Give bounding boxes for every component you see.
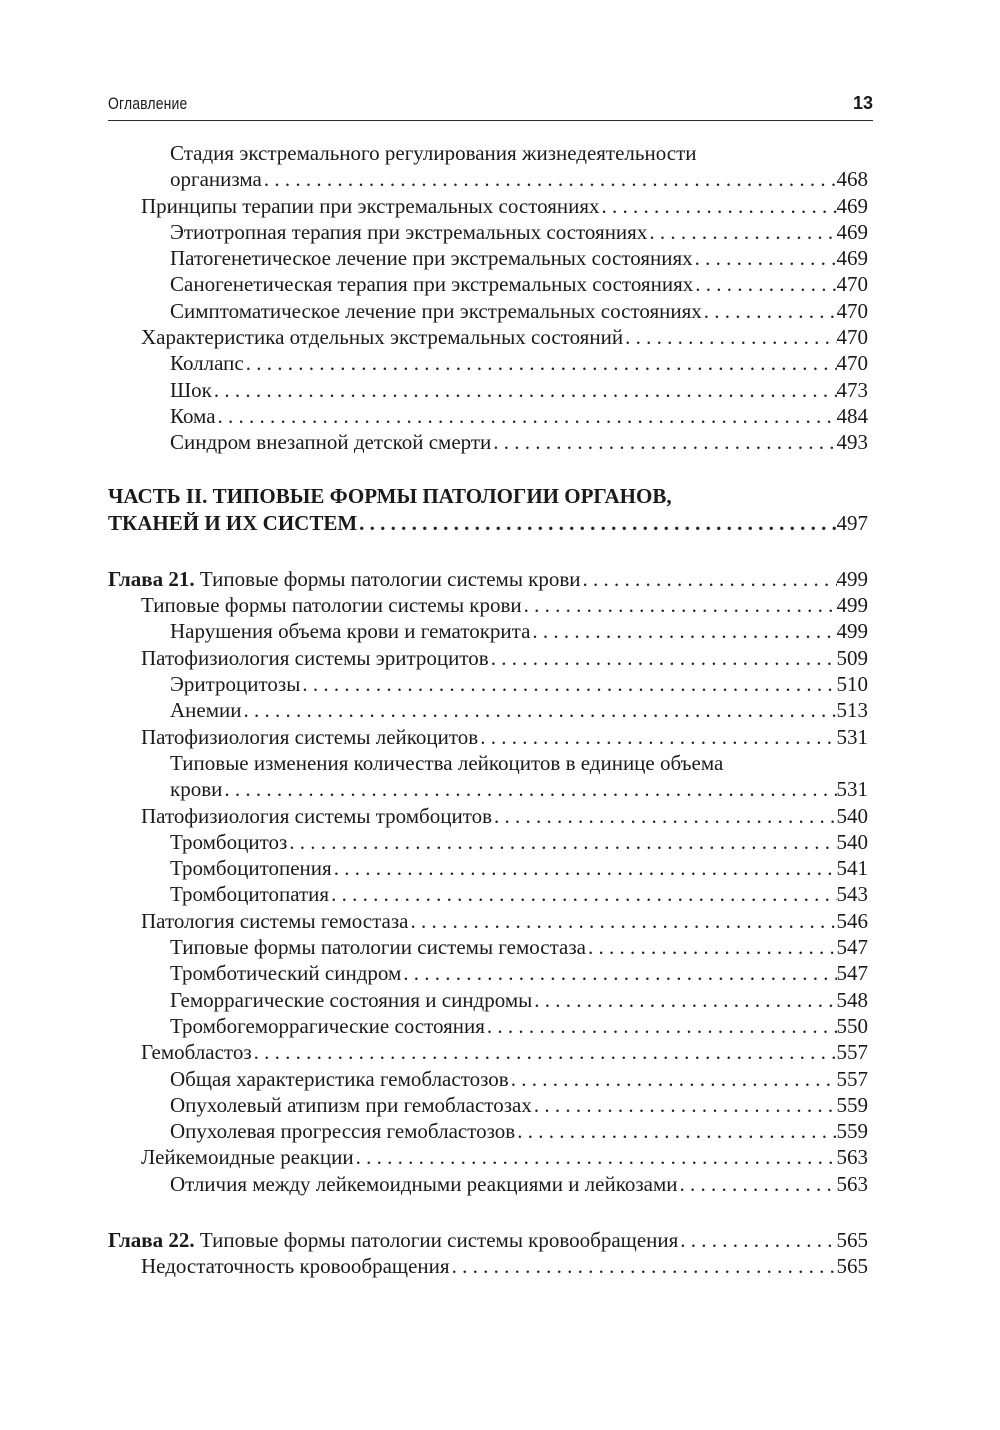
entry-page: 559: [836, 1092, 868, 1117]
toc-subsection: [108, 271, 868, 297]
toc-subsection: [108, 245, 868, 271]
leader-dots: [678, 1171, 837, 1197]
chapter-label: Глава 21.: [108, 566, 195, 591]
chapter-name: Типовые формы патологии системы кровообращения: [194, 1227, 679, 1252]
entry-title: Синдром внезапной детской смерти: [170, 430, 492, 455]
toc-subsection: [108, 1171, 868, 1197]
toc-subsection: [108, 671, 868, 697]
entry-title: ТКАНЕЙ И ИХ СИСТЕМ: [108, 510, 358, 535]
entry-title: Тромбоцитоз: [170, 829, 288, 854]
entry-title: Лейкемоидные реакции: [141, 1145, 354, 1170]
entry-page: 540: [836, 803, 868, 828]
toc-subsection: [108, 934, 868, 960]
entry-title: Симптоматическое лечение при экстремальных состояниях: [170, 298, 702, 323]
entry-page: 563: [836, 1171, 868, 1196]
toc-subsection: [108, 1092, 868, 1118]
entry-page: 547: [836, 961, 868, 986]
entry-page: 499: [836, 566, 868, 591]
entry-page: 484: [836, 403, 868, 428]
entry-title: Стадия экстремального регулирования жизнедеятельности: [170, 141, 697, 165]
entry-title: Опухолевая прогрессия гемобластозов: [170, 1119, 516, 1144]
entry-title: организма: [170, 167, 262, 192]
toc-entry-continuation: [108, 776, 868, 802]
leader-dots: [581, 566, 837, 592]
table-of-contents: [108, 140, 868, 1280]
toc-section: [108, 592, 868, 618]
toc-section: [108, 1253, 868, 1279]
entry-title: Коллапс: [170, 351, 244, 376]
entry-title: Эритроцитозы: [170, 672, 301, 697]
toc-section: [108, 803, 868, 829]
leader-dots: [222, 776, 836, 802]
toc-section: [108, 324, 868, 350]
entry-page: 469: [836, 246, 868, 271]
leader-dots: [450, 1253, 837, 1279]
leader-dots: [623, 324, 836, 350]
entry-title: Типовые изменения количества лейкоцитов в единице объема: [170, 750, 724, 775]
part-heading: [108, 510, 868, 536]
spacer: [108, 536, 868, 566]
entry-page: 531: [836, 724, 868, 749]
leader-dots: [678, 1227, 836, 1253]
entry-page: 550: [836, 1013, 868, 1038]
leader-dots: [329, 881, 836, 907]
entry-page: 546: [836, 908, 868, 933]
toc-subsection: [108, 960, 868, 986]
leader-dots: [532, 987, 836, 1013]
entry-title: Тромботический синдром: [170, 961, 402, 986]
entry-title: Этиотропная терапия при экстремальных состояниях: [170, 219, 648, 244]
chapter-21-heading: [108, 566, 868, 592]
toc-entry-line: [108, 140, 868, 166]
chapter-label: Глава 22.: [108, 1227, 195, 1252]
toc-subsection: [108, 1013, 868, 1039]
leader-dots: [287, 829, 836, 855]
entry-title: Опухолевый атипизм при гемобластозах: [170, 1092, 532, 1117]
page-number: 13: [852, 93, 873, 113]
entry-page: 557: [836, 1066, 868, 1091]
entry-page: 565: [836, 1254, 868, 1279]
entry-title: Типовые формы патологии системы крови: [141, 593, 522, 618]
leader-dots: [530, 618, 836, 644]
leader-dots: [300, 671, 836, 697]
chapter-title: [108, 1227, 678, 1253]
entry-title: Патофизиология системы лейкоцитов: [141, 724, 479, 749]
toc-subsection: [108, 855, 868, 881]
leader-dots: [647, 219, 836, 245]
entry-page: 497: [836, 510, 868, 535]
leader-dots: [262, 166, 837, 192]
entry-page: 473: [836, 377, 868, 402]
entry-title: Типовые формы патологии системы гемостаза: [170, 935, 586, 960]
toc-subsection: [108, 403, 868, 429]
toc-subsection: [108, 697, 868, 723]
entry-page: 543: [836, 882, 868, 907]
entry-title: Саногенетическая терапия при экстремальных состояниях: [170, 272, 694, 297]
leader-dots: [332, 855, 837, 881]
entry-page: 493: [836, 430, 868, 455]
entry-title: Нарушения объема крови и гематокрита: [170, 619, 531, 644]
leader-dots: [244, 350, 837, 376]
leader-dots: [586, 934, 837, 960]
leader-dots: [702, 298, 837, 324]
entry-page: 468: [836, 167, 868, 192]
leader-dots: [532, 1092, 837, 1118]
entry-title: Недостаточность кровообращения: [141, 1254, 450, 1279]
entry-title: Патофизиология системы эритроцитов: [141, 645, 489, 670]
leader-dots: [252, 1039, 837, 1065]
toc-section: [108, 1144, 868, 1170]
entry-title: Шок: [170, 377, 212, 402]
entry-title: Тромбоцитопения: [170, 856, 332, 881]
entry-page: 470: [836, 351, 868, 376]
toc-subsection: [108, 881, 868, 907]
leader-dots: [515, 1118, 836, 1144]
entry-title: Анемии: [170, 698, 242, 723]
leader-dots: [216, 403, 837, 429]
entry-page: 470: [836, 298, 868, 323]
toc-entry-continuation: [108, 166, 868, 192]
leader-dots: [509, 1066, 837, 1092]
entry-page: 499: [836, 619, 868, 644]
entry-page: 469: [836, 193, 868, 218]
leader-dots: [693, 245, 837, 271]
toc-subsection: [108, 829, 868, 855]
entry-page: 499: [836, 593, 868, 618]
entry-page: 565: [836, 1227, 868, 1252]
entry-title: Общая характеристика гемобластозов: [170, 1066, 509, 1091]
toc-section: [108, 645, 868, 671]
toc-subsection: [108, 1118, 868, 1144]
entry-title: Тромбогеморрагические состояния: [170, 1013, 485, 1038]
toc-subsection: [108, 987, 868, 1013]
entry-title: Отличия между лейкемоидными реакциями и лейкозами: [170, 1171, 678, 1196]
entry-page: 469: [836, 219, 868, 244]
entry-page: 509: [836, 645, 868, 670]
leader-dots: [491, 429, 836, 455]
entry-page: 540: [836, 829, 868, 854]
entry-title: Тромбоцитопатия: [170, 882, 330, 907]
entry-title: Патология системы гемостаза: [141, 908, 409, 933]
leader-dots: [212, 377, 837, 403]
toc-subsection: [108, 377, 868, 403]
leader-dots: [478, 724, 836, 750]
leader-dots: [489, 645, 837, 671]
leader-dots: [492, 803, 836, 829]
toc-subsection: [108, 219, 868, 245]
leader-dots: [354, 1144, 837, 1170]
chapter-22-heading: [108, 1227, 868, 1253]
toc-section: [108, 724, 868, 750]
running-header: [108, 92, 873, 121]
toc-section: [108, 908, 868, 934]
leader-dots: [599, 193, 836, 219]
entry-title: Принципы терапии при экстремальных состояниях: [141, 193, 600, 218]
toc-subsection: [108, 1066, 868, 1092]
toc-subsection: [108, 350, 868, 376]
entry-title: крови: [170, 777, 223, 802]
toc-entry-line: [108, 750, 868, 776]
entry-title: Патофизиология системы тромбоцитов: [141, 803, 493, 828]
leader-dots: [522, 592, 837, 618]
entry-page: 541: [836, 856, 868, 881]
entry-page: 548: [836, 987, 868, 1012]
leader-dots: [401, 960, 836, 986]
toc-subsection: [108, 429, 868, 455]
leader-dots: [409, 908, 837, 934]
chapter-title: [108, 566, 581, 592]
entry-page: 547: [836, 935, 868, 960]
entry-title: Патогенетическое лечение при экстремальных состояниях: [170, 246, 693, 271]
leader-dots: [242, 697, 837, 723]
entry-title: Геморрагические состояния и синдромы: [170, 987, 533, 1012]
chapter-name: Типовые формы патологии системы крови: [194, 566, 581, 591]
entry-page: 531: [836, 777, 868, 802]
leader-dots: [485, 1013, 837, 1039]
entry-title: Характеристика отдельных экстремальных состояний: [141, 325, 624, 350]
entry-page: 513: [836, 698, 868, 723]
entry-title: Гемобластоз: [141, 1040, 252, 1065]
entry-page: 470: [836, 325, 868, 350]
leader-dots: [693, 271, 836, 297]
entry-page: 470: [836, 272, 868, 297]
entry-page: 557: [836, 1040, 868, 1065]
toc-subsection: [108, 298, 868, 324]
part-heading-line1: ЧАСТЬ II. ТИПОВЫЕ ФОРМЫ ПАТОЛОГИИ ОРГАНОВ,: [108, 483, 672, 508]
toc-subsection: [108, 618, 868, 644]
header-title: Оглавление: [108, 94, 188, 113]
entry-page: 563: [836, 1145, 868, 1170]
toc-section: [108, 1039, 868, 1065]
entry-title: Кома: [170, 403, 216, 428]
leader-dots: [357, 510, 836, 536]
toc-section: [108, 193, 868, 219]
entry-page: 559: [836, 1119, 868, 1144]
spacer: [108, 1197, 868, 1227]
entry-page: 510: [836, 672, 868, 697]
